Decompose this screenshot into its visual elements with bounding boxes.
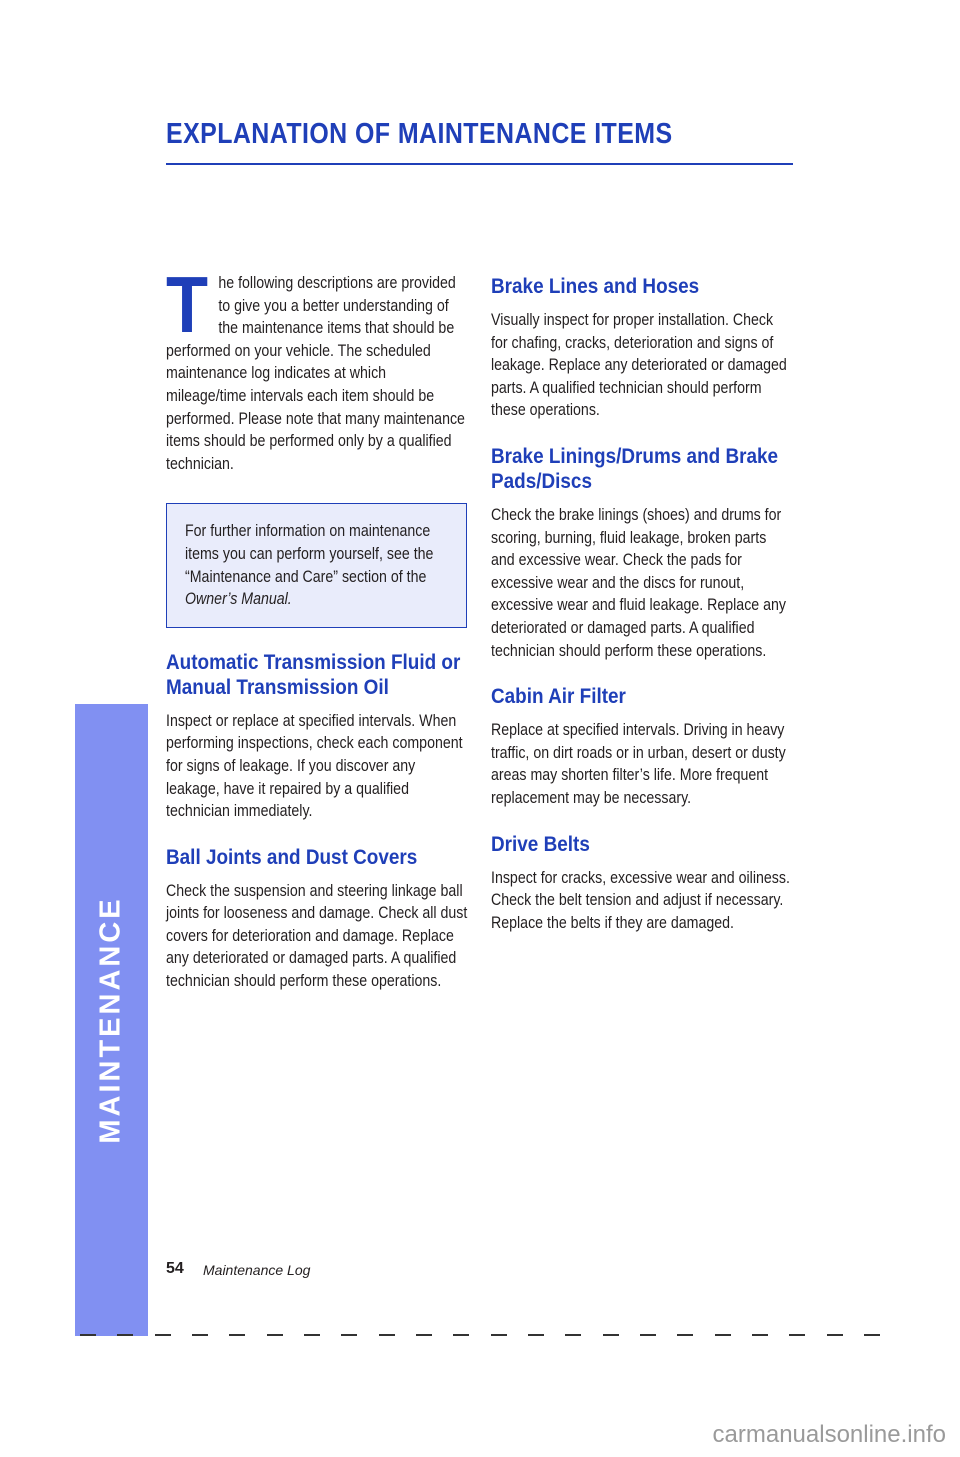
watermark: carmanualsonline.info (712, 1421, 946, 1448)
section-heading: Brake Lines and Hoses (491, 274, 700, 298)
drop-cap: T (166, 260, 209, 349)
page-title: EXPLANATION OF MAINTENANCE ITEMS (166, 118, 673, 150)
section-cabin-filter (491, 684, 791, 809)
right-column (491, 274, 791, 934)
section-heading: Ball Joints and Dust Covers (166, 844, 418, 869)
section-heading: Automatic Transmission Fluid or Manual Transmission Oil (166, 649, 461, 699)
side-tab-label: MAINTENANCE (94, 896, 127, 1144)
section-heading: Cabin Air Filter (491, 684, 626, 709)
section-brake-lines (491, 274, 791, 422)
section-heading: Brake Linings/Drums and Brake Pads/Discs (491, 443, 779, 493)
page-number: 54 (166, 1260, 184, 1277)
note-text: For further information on maintenance items you can perform yourself, see the “Maintenance and Care” section of the (185, 522, 434, 586)
section-body: Inspect for cracks, excessive wear and oiliness. Check the belt tension and adjust if necessary. Replace the belts if they are damaged. (491, 868, 790, 932)
intro-text-block (166, 260, 470, 475)
section-ball-joints (166, 845, 471, 993)
section-body: Check the suspension and steering linkage ball joints for looseness and damage. Check all dust covers for deterioration and damage. Replace any deteriorated or damaged parts. A qualified technician should perform these operations. (166, 881, 468, 991)
footer-title: Maintenance Log (203, 1262, 311, 1278)
intro-paragraph (166, 260, 471, 475)
section-transmission (166, 650, 471, 823)
section-body: Check the brake linings (shoes) and drums for scoring, burning, fluid leakage, broken parts and excessive wear. Check the pads for excessive wear and the discs for runout, excessive wear and fluid leakage. Replace any deteriorated or damaged parts. A qualified technician should perform these operations. (491, 505, 787, 660)
crop-dash-row (80, 1334, 880, 1336)
section-body: Visually inspect for proper installation. Check for chafing, cracks, deterioration and signs of leakage. Replace any deteriorated or damaged parts. A qualified technician should perform these operations. (491, 311, 787, 420)
intro-text: he following descriptions are provided to give you a better understanding of the maintenance items that should be performed on your vehicle. The scheduled maintenance log indicates at which mileage/time intervals each item should be performed. Please note that many maintenance items should be performed only by a qualified technician. (166, 274, 465, 473)
left-column (166, 260, 471, 993)
section-brake-linings (491, 444, 791, 662)
title-rule (166, 163, 793, 165)
note-box (166, 503, 467, 627)
section-heading: Drive Belts (491, 831, 590, 856)
section-body: Replace at specified intervals. Driving in heavy traffic, on dirt roads or in urban, desert or dusty areas may shorten filter’s life. More frequent replacement may be necessary. (491, 721, 786, 807)
section-drive-belts (491, 832, 791, 935)
note-italic-text: Owner’s Manual. (185, 590, 292, 609)
section-body: Inspect or replace at specified intervals. When performing inspections, check each component for signs of leakage. If you discover any leakage, have it repaired by a qualified technician immediately. (166, 711, 463, 821)
note-text-block (185, 520, 452, 610)
